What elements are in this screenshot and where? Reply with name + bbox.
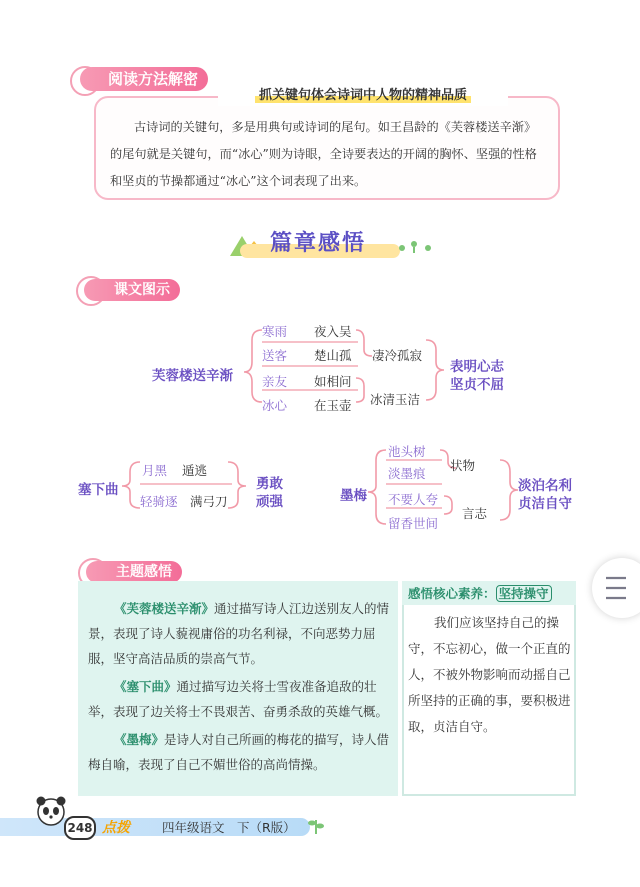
theme-paragraph-3 [88,727,390,777]
theme-paragraph-3-text: 是诗人对自己所画的梅花的描写，诗人借梅自喻，表现了自己不媚世俗的高尚情操。 [88,732,390,772]
furong-value-3: 如相问 [314,374,352,389]
theme-badge [86,561,182,583]
theme-paragraph-1-title: 《芙蓉楼送辛渐》 [114,601,215,616]
furong-value-1: 夜入吴 [314,324,352,339]
furong-key-2: 送客 [262,348,288,363]
menu-icon [592,558,640,618]
theme-badge-label: 主题感悟 [116,564,172,580]
furong-key-1: 寒雨 [262,324,288,339]
furong-value-4: 在玉壶 [314,398,352,413]
saixia-value-2: 满弓刀 [190,494,228,509]
reading-method-title-text: 抓关键句体会诗词中人物的精神品质 [255,88,471,103]
reading-method-text: 古诗词的关键句，多是用典句或诗词的尾句。如王昌龄的《芙蓉楼送辛渐》的尾句就是关键句，而“冰心”则为诗眼，全诗要表达的开阔的胸怀、坚强的性格和坚贞的节操都通过“冰心”这个词表现了出来。 [110,120,537,188]
momei-result-2: 贞洁自守 [518,496,572,512]
theme-text [88,596,390,780]
diagram-badge-label: 课文图示 [114,282,170,298]
furong-title: 芙蓉楼送辛渐 [152,368,233,384]
chapter-title: 篇章感悟 [270,231,367,256]
saixia-value-1: 遁逃 [182,463,208,478]
momei-result-1: 淡泊名利 [518,478,572,494]
theme-paragraph-1 [88,596,390,671]
reading-method-badge-label: 阅读方法解密 [108,70,199,88]
momei-row-1: 池头树 [388,444,426,459]
saixia-title: 塞下曲 [78,482,119,498]
momei-mid-2: 言志 [462,506,488,521]
momei-title: 墨梅 [340,488,367,504]
saixia-result-2: 顽强 [256,494,283,510]
momei-mid-1: 状物 [450,458,476,473]
side-menu-tab[interactable] [592,558,640,618]
furong-key-3: 亲友 [262,374,288,389]
furong-mid-1: 凄冷孤寂 [372,348,423,363]
panda-icon [34,794,68,828]
furong-value-2: 楚山孤 [314,348,352,363]
furong-mid-2: 冰清玉洁 [370,392,421,407]
furong-result-2: 坚贞不屈 [450,377,504,393]
theme-paragraph-3-title: 《墨梅》 [114,732,165,747]
theme-paragraph-1-text: 通过描写诗人江边送别友人的情景，表现了诗人藐视庸俗的功名利禄，不向恶势力屈服，坚守高洁品质的崇高气节。 [88,601,390,666]
brand-logo: 点拨 [102,820,130,836]
furong-result-1: 表明心志 [450,359,504,375]
core-literacy-title [408,584,552,602]
saixia-key-2: 轻骑逐 [140,494,178,509]
theme-paragraph-2-title: 《塞下曲》 [114,679,177,694]
footer-book-title: 四年级语文 下（R版） [162,820,296,835]
momei-row-4: 留香世间 [388,516,439,531]
core-literacy-text: 我们应该坚持自己的操守，不忘初心，做一个正直的人，不被外物影响而动摇自己所坚持的正确的事，要积极进取，贞洁自守。 [408,615,571,734]
saixia-result-1: 勇敢 [256,476,283,492]
plant-icon [306,814,326,836]
theme-paragraph-2-text: 通过描写边关将士雪夜准备追敌的壮举，表现了边关将士不畏艰苦、奋勇杀敌的英雄气概。 [88,679,389,719]
core-literacy-keyword: 坚持操守 [496,585,552,602]
furong-key-4: 冰心 [262,398,288,413]
theme-paragraph-2 [88,674,390,724]
momei-row-2: 淡墨痕 [388,466,426,481]
page-number: 248 [64,816,96,840]
momei-row-3: 不要人夸 [388,492,439,507]
saixia-key-1: 月黑 [142,463,168,478]
core-literacy-label: 感悟核心素养： [408,586,496,601]
